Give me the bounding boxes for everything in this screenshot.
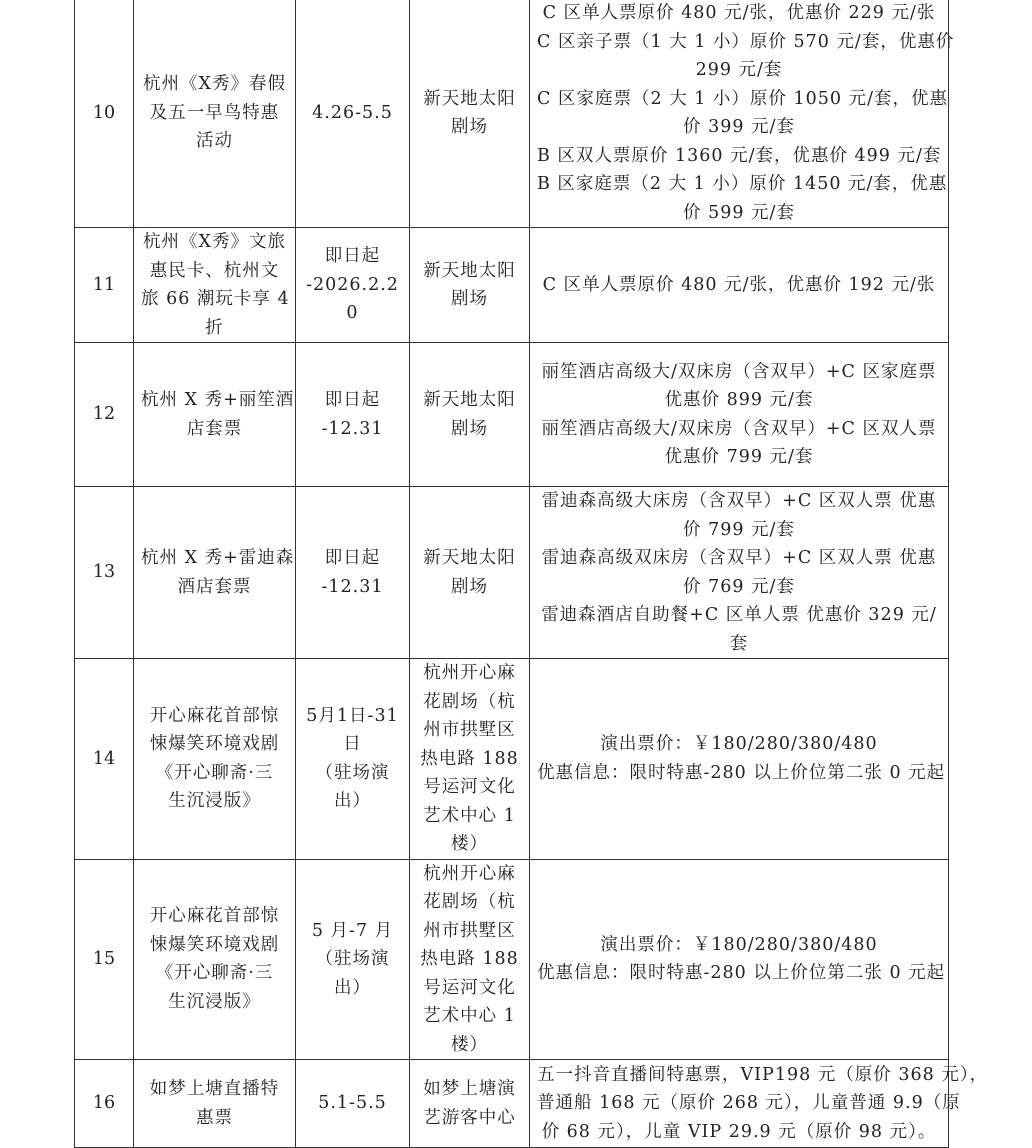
date-line: 即日起: [324, 246, 381, 267]
venue-line: 剧场: [451, 576, 488, 597]
venue-line: 艺术中心 1: [423, 1006, 516, 1026]
date-line: （驻场演: [315, 762, 390, 783]
date-line: 出）: [334, 791, 371, 812]
venue-line: 剧场: [451, 117, 488, 137]
venue-line: 楼）: [451, 1034, 488, 1055]
name-line: 惠民卡、杭州文: [149, 260, 280, 281]
table-row: [75, 859, 949, 1060]
cell-offer: [530, 859, 949, 1060]
table-row: [75, 343, 949, 487]
offer-line: 丽笙酒店高级大/双床房（含双早）+C 区家庭票: [541, 361, 937, 382]
offer-line: 演出票价：￥180/280/380/480: [600, 734, 878, 755]
offer-line: B 区双人票原价 1360 元/套，优惠价 499 元/套: [537, 145, 942, 166]
table-row: [75, 487, 949, 659]
cell-offer: [530, 343, 949, 487]
cell-offer: [530, 487, 949, 659]
venue-line: 花剧场（杭: [423, 892, 516, 912]
cell-date: [296, 0, 410, 228]
cell-no: 13: [75, 487, 134, 659]
cell-venue: [410, 487, 530, 659]
offer-line: 丽笙酒店高级大/双床房（含双早）+C 区双人票: [541, 418, 937, 439]
date-line: 5 月-7 月: [311, 920, 394, 941]
cell-offer: [530, 1060, 989, 1148]
name-line: 生沉浸版》: [168, 991, 261, 1012]
date-line: 即日起: [324, 548, 381, 568]
cell-name: [134, 859, 296, 1060]
cell-no: 14: [75, 659, 134, 860]
cell-no: 12: [75, 343, 134, 487]
offer-line: 价 599 元/套: [683, 202, 795, 223]
venue-line: 热电路 188: [420, 949, 519, 969]
cell-name: [134, 0, 296, 228]
cell-name: [134, 1060, 296, 1148]
date-line: -2026.2.2: [306, 274, 399, 295]
name-line: 折: [205, 317, 224, 338]
cell-venue: [410, 228, 530, 343]
venue-line: 州市拱墅区: [423, 720, 516, 740]
cell-venue: [410, 343, 530, 487]
cell-date: [296, 1060, 410, 1148]
cell-no: 11: [75, 228, 134, 343]
offer-line: 优惠价 899 元/套: [664, 390, 814, 410]
cell-venue: [410, 1060, 530, 1148]
name-line: 店套票: [186, 418, 243, 439]
table-row: [75, 1060, 949, 1148]
cell-date: [296, 859, 410, 1060]
cell-date: [296, 343, 410, 487]
cell-offer: [530, 228, 949, 343]
offer-line: 雷迪森高级双床房（含双早）+C 区双人票 优惠: [541, 548, 937, 568]
cell-name: [134, 659, 296, 860]
offer-line: 价 399 元/套: [683, 117, 795, 137]
venue-line: 州市拱墅区: [423, 920, 516, 941]
offer-line: C 区单人票原价 480 元/张，优惠价 192 元/张: [542, 274, 936, 295]
offer-line: 优惠价 799 元/套: [664, 447, 814, 467]
venue-line: 花剧场（杭: [423, 691, 516, 712]
cell-name: [134, 343, 296, 487]
venue-line: 剧场: [451, 418, 488, 439]
offer-line: 299 元/套: [695, 60, 783, 80]
cell-offer: [530, 0, 955, 228]
name-line: 《开心聊斋·三: [155, 762, 274, 783]
name-line: 杭州 X 秀+雷迪森: [141, 548, 295, 568]
offer-line: C 区家庭票（2 大 1 小）原价 1050 元/套，优惠: [537, 88, 948, 109]
offer-line: 价 68 元），儿童 VIP 29.9 元（原价 98 元）。: [541, 1121, 937, 1142]
offer-line: 优惠信息：限时特惠-280 以上价位第二张 0 元起: [537, 762, 946, 783]
name-line: 悚爆笑环境戏剧: [149, 734, 280, 755]
date-line: -12.31: [321, 576, 384, 597]
venue-line: 新天地太阳: [423, 88, 516, 109]
name-line: 《开心聊斋·三: [155, 963, 274, 984]
promotion-table: [74, 0, 989, 1148]
cell-no: 10: [75, 0, 134, 228]
offer-line: 套: [729, 633, 749, 654]
venue-line: 新天地太阳: [423, 548, 516, 568]
date-line: 日: [343, 734, 362, 755]
venue-line: 热电路 188: [420, 748, 519, 769]
date-line: 出）: [334, 977, 371, 998]
cell-date: [296, 487, 410, 659]
name-line: 如梦上塘直播特: [149, 1079, 280, 1099]
name-line: 及五一早鸟特惠: [149, 102, 280, 123]
cell-date: [296, 228, 410, 343]
date-line: 5.1-5.5: [318, 1093, 387, 1114]
venue-line: 新天地太阳: [423, 260, 516, 281]
venue-line: 杭州开心麻: [423, 863, 516, 884]
date-line: 0: [346, 303, 359, 324]
cell-date: [296, 659, 410, 860]
name-line: 酒店套票: [177, 576, 252, 597]
date-line: 即日起: [324, 390, 381, 410]
offer-line: 雷迪森酒店自助餐+C 区单人票 优惠价 329 元/: [541, 605, 937, 625]
venue-line: 艺游客中心: [423, 1107, 516, 1128]
date-line: （驻场演: [315, 949, 390, 969]
name-line: 开心麻花首部惊: [149, 906, 280, 927]
venue-line: 号运河文化: [423, 977, 516, 998]
name-line: 杭州《X秀》春假: [143, 74, 286, 95]
venue-line: 艺术中心 1: [423, 805, 516, 826]
table-row: [75, 659, 949, 860]
cell-name: [134, 228, 296, 343]
cell-no: 16: [75, 1060, 134, 1148]
table-row: [75, 0, 949, 228]
offer-line: 五一抖音直播间特惠票，VIP198 元（原价 368 元），: [537, 1064, 989, 1085]
cell-name: [134, 487, 296, 659]
offer-line: 雷迪森高级大床房（含双早）+C 区双人票 优惠: [541, 491, 937, 511]
date-line: 5月1日-31: [306, 705, 399, 726]
venue-line: 新天地太阳: [423, 390, 516, 410]
offer-line: 演出票价：￥180/280/380/480: [600, 934, 878, 955]
name-line: 悚爆笑环境戏剧: [149, 934, 280, 955]
offer-line: 价 799 元/套: [683, 519, 795, 540]
venue-line: 杭州开心麻: [423, 663, 516, 683]
offer-line: 优惠信息：限时特惠-280 以上价位第二张 0 元起: [537, 963, 946, 984]
cell-no: 15: [75, 859, 134, 1060]
date-line: -12.31: [321, 418, 384, 439]
date-line: 4.26-5.5: [312, 102, 393, 123]
table-row: [75, 228, 949, 343]
cell-venue: [410, 859, 530, 1060]
name-line: 旅 66 潮玩卡享 4: [141, 289, 290, 309]
name-line: 惠票: [196, 1107, 233, 1128]
cell-venue: [410, 659, 530, 860]
cell-venue: [410, 0, 530, 228]
offer-line: B 区家庭票（2 大 1 小）原价 1450 元/套，优惠: [537, 174, 948, 194]
table-body: [75, 0, 989, 1148]
venue-line: 楼）: [451, 834, 488, 854]
cell-offer: [530, 659, 949, 860]
name-line: 杭州《X秀》文旅: [143, 232, 286, 252]
name-line: 开心麻花首部惊: [149, 705, 280, 726]
venue-line: 剧场: [451, 289, 488, 309]
venue-line: 号运河文化: [423, 777, 516, 797]
name-line: 杭州 X 秀+丽笙酒: [141, 390, 295, 410]
offer-line: C 区亲子票（1 大 1 小）原价 570 元/套，优惠价: [537, 31, 955, 52]
offer-line: C 区单人票原价 480 元/张，优惠价 229 元/张: [542, 3, 936, 23]
name-line: 活动: [196, 131, 233, 152]
offer-line: 普通船 168 元（原价 268 元），儿童普通 9.9（原: [537, 1093, 961, 1114]
name-line: 生沉浸版》: [168, 791, 261, 812]
venue-line: 如梦上塘演: [423, 1079, 516, 1099]
offer-line: 价 769 元/套: [683, 576, 795, 597]
